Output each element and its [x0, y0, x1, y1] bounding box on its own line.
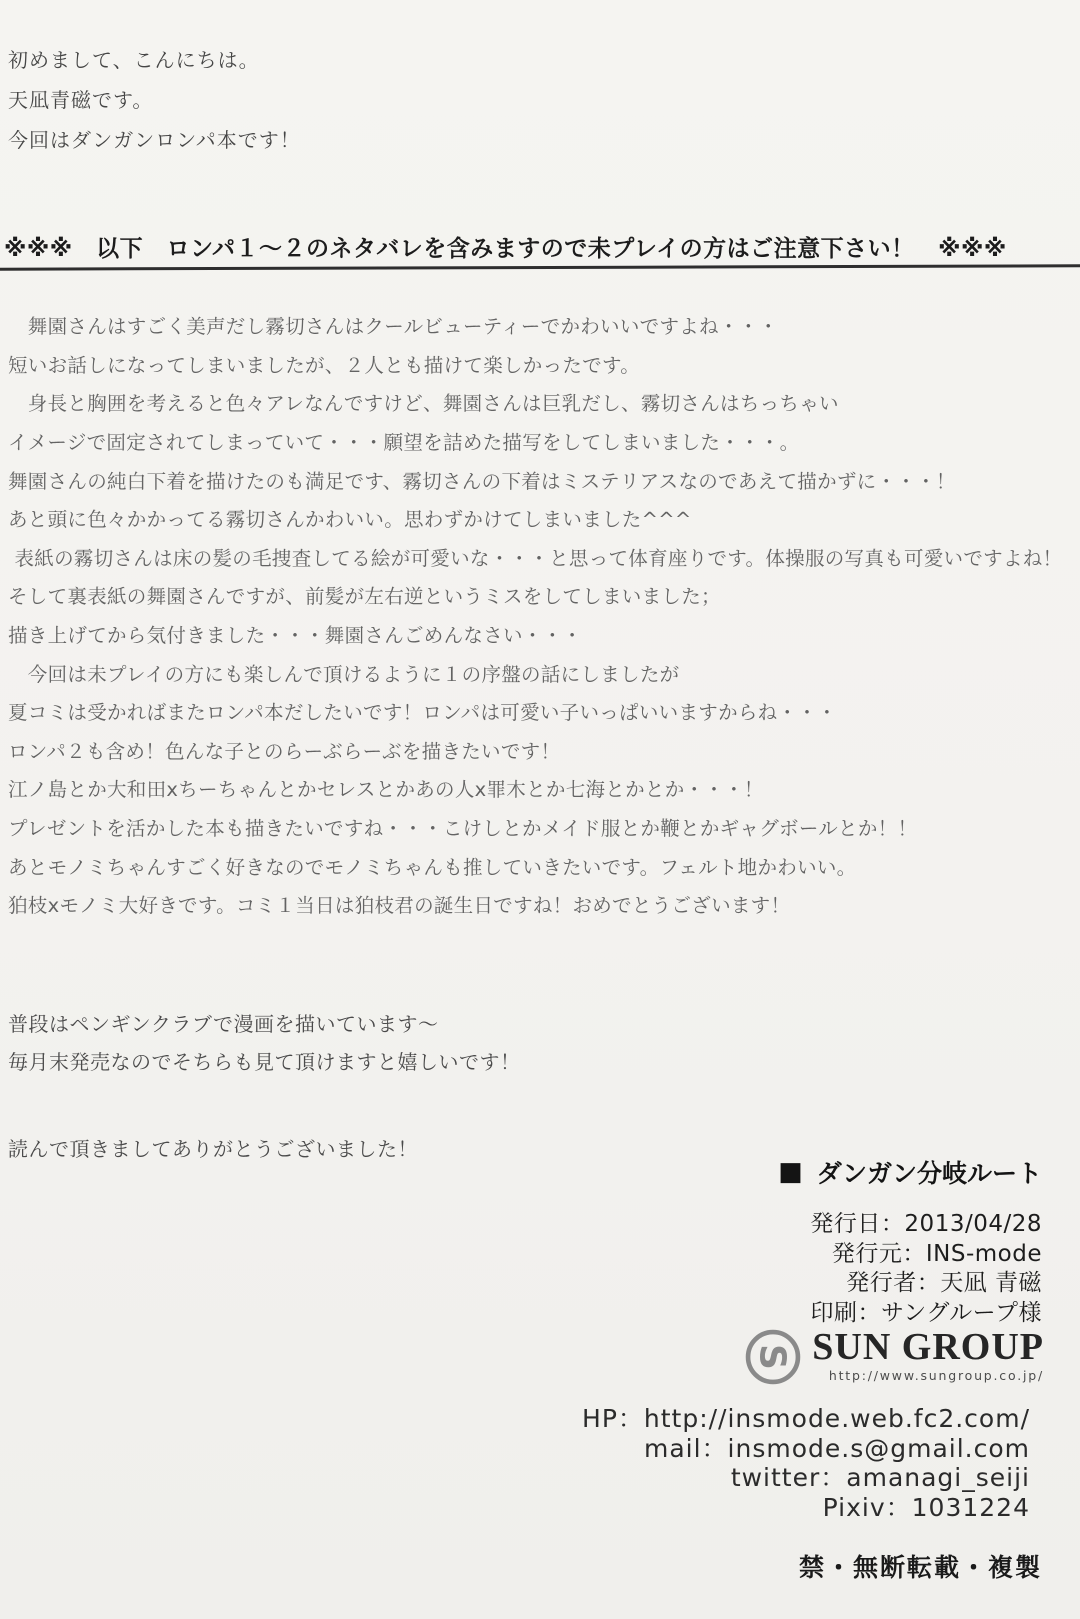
thanks-line: 読んで頂きましてありがとうございました！ [8, 1137, 418, 1161]
black-square-bullet: ■ [778, 1157, 803, 1187]
svg-text:S: S [751, 1344, 793, 1370]
afterword-line: 身長と胸囲を考えると色々アレなんですけど、舞園さんは巨乳だし、霧切さんはちっちゃい [8, 392, 839, 416]
publication-line: 発行者：天凪 青磁 [846, 1270, 1042, 1296]
colophon-title [778, 1154, 1042, 1190]
afterword-line: 夏コミは受かればまたロンパ本だしたいです！ロンパは可愛い子いっぱいいますからね・・・ [8, 701, 837, 725]
promo-text [8, 1003, 521, 1080]
sun-group-logo-text: SUN GROUP [812, 1326, 1044, 1368]
sun-group-circle-icon [744, 1328, 802, 1386]
sun-group-url: http://www.sungroup.co.jp/ [828, 1368, 1044, 1383]
promo-line: 毎月末発売なのでそちらも見て頂けますと嬉しいです！ [8, 1050, 521, 1075]
afterword-line: ロンパ２も含め！色んな子とのらーぶらーぶを描きたいです！ [8, 739, 561, 763]
book-title: ダンガン分岐ルート [816, 1159, 1042, 1188]
contact-line-twitter: twitter：amanagi_seiji [730, 1463, 1030, 1492]
afterword-line: 舞園さんはすごく美声だし霧切さんはクールビューティーでかわいいですよね・・・ [8, 315, 779, 339]
contact-line-mail: mail：insmode.s@gmail.com [643, 1433, 1030, 1463]
publication-line: 発行日：2013/04/28 [810, 1211, 1042, 1237]
publication-info [810, 1210, 1042, 1328]
afterword-line: そして裏表紙の舞園さんですが、前髪が左右逆というミスをしてしまいました； [8, 585, 721, 609]
afterword-line: あとモノミちゃんすごく好きなのでモノミちゃんも推していきたいです。フェルト地かわいい。 [8, 855, 857, 879]
promo-line: 普段はペンギンクラブで漫画を描いています～ [8, 1011, 439, 1036]
contact-line-pixiv: Pixiv：1031224 [822, 1492, 1030, 1522]
sun-group-logo [744, 1326, 1044, 1386]
contact-line-hp: HP：http://insmode.web.fc2.com/ [582, 1404, 1030, 1433]
afterword-line: 狛枝xモノミ大好きです。コミ１当日は狛枝君の誕生日ですね！おめでとうございます！ [8, 894, 791, 918]
intro-line: 天凪青磁です。 [8, 88, 154, 112]
afterword-line: プレゼントを活かした本も描きたいですね・・・こけしとかメイド服とか鞭とかギャグボールとか！！ [8, 817, 918, 841]
warning-underline [0, 264, 1080, 270]
publication-line: 発行元：INS-mode [831, 1240, 1042, 1267]
afterword-line: 今回は未プレイの方にも楽しんで頂けるように１の序盤の話にしましたが [8, 662, 680, 686]
spoiler-warning: ※※※ 以下 ロンパ１～２のネタバレを含みますので未プレイの方はご注意下さい！ ※※※ [4, 236, 1007, 262]
contact-info [582, 1404, 1030, 1522]
afterword-line: 描き上げてから気付きました・・・舞園さんごめんなさい・・・ [8, 624, 583, 648]
afterword-line: 舞園さんの純白下着を描けたのも満足です、霧切さんの下着はミステリアスなのであえて描かずに・・・！ [8, 469, 956, 493]
afterword-line: イメージで固定されてしまっていて・・・願望を詰めた描写をしてしまいました・・・。 [8, 431, 800, 455]
intro-text [8, 40, 301, 160]
afterword-text [8, 306, 1080, 924]
afterword-line: 江ノ島とか大和田xちーちゃんとかセレスとかあの人x罪木とか七海とかとか・・・！ [8, 778, 764, 802]
afterword-line: 表紙の霧切さんは床の髪の毛捜査してる絵が可愛いな・・・と思って体育座りです。体操服の写真も可愛いですよね！ [8, 546, 1063, 570]
copyright-notice: 禁・無断転載・複製 [798, 1553, 1042, 1582]
afterword-line: あと頭に色々かかってる霧切さんかわいい。思わずかけてしまいました^^^ [8, 508, 692, 532]
afterword-line: 短いお話しになってしまいましたが、２人とも描けて楽しかったです。 [8, 353, 641, 377]
intro-line: 初めまして、こんにちは。 [8, 48, 260, 72]
publication-line: 印刷：サングループ様 [810, 1299, 1042, 1326]
intro-line: 今回はダンガンロンパ本です！ [8, 128, 301, 152]
